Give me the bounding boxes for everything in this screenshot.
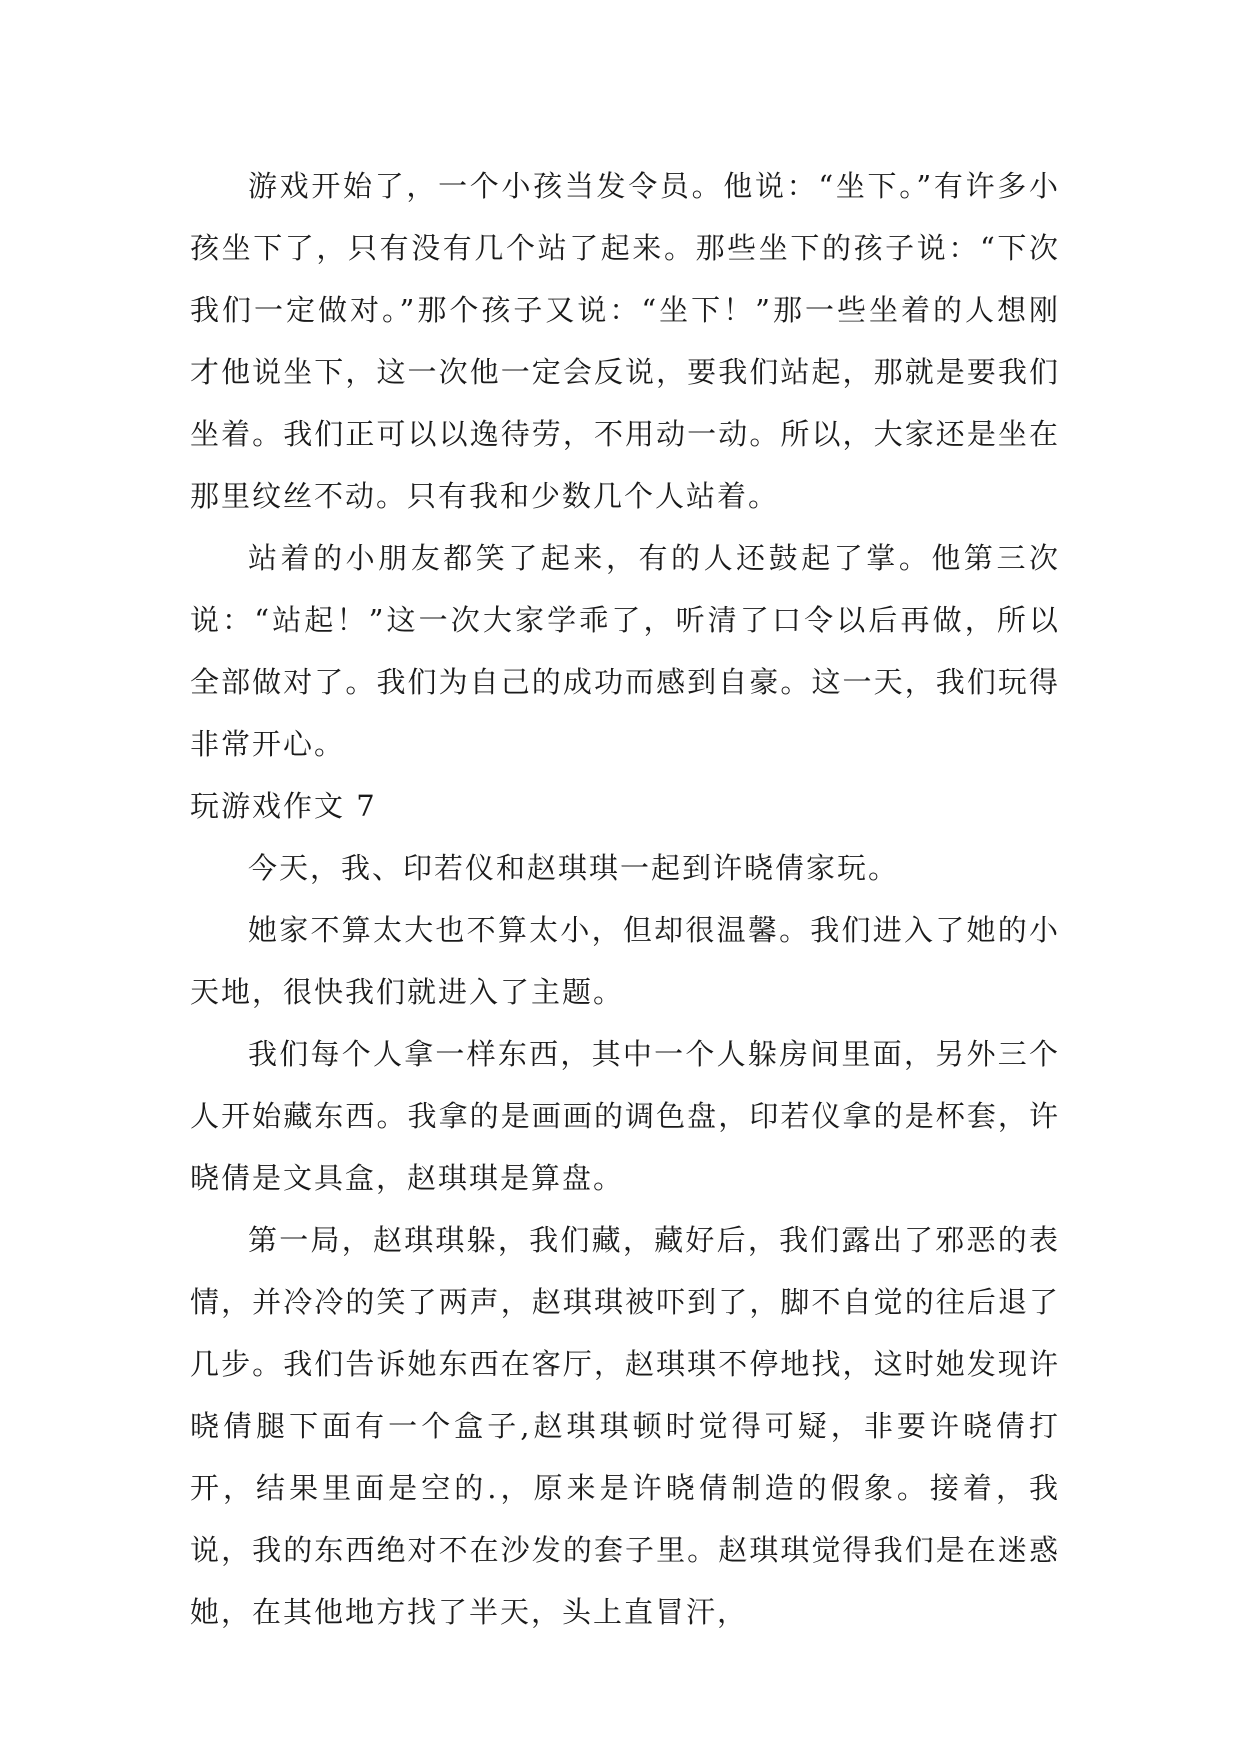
paragraph-game-end: 站着的小朋友都笑了起来，有的人还鼓起了掌。他第三次说：“站起！”这一次大家学乖了，听清了口令以后再做，所以全部做对了。我们为自己的成功而感到自豪。这一天，我们玩得非常开心。 xyxy=(190,541,1060,761)
paragraph-home: 她家不算太大也不算太小，但却很温馨。我们进入了她的小天地，很快我们就进入了主题。 xyxy=(190,913,1060,1009)
essay-heading: 玩游戏作文 7 xyxy=(190,789,377,823)
paragraph-rules: 我们每个人拿一样东西，其中一个人躲房间里面，另外三个人开始藏东西。我拿的是画画的调色盘，印若仪拿的是杯套，许晓倩是文具盒，赵琪琪是算盘。 xyxy=(190,1037,1060,1195)
document-body xyxy=(190,155,1060,1643)
paragraph-game-start: 游戏开始了，一个小孩当发令员。他说：“坐下。”有许多小孩坐下了，只有没有几个站了起来。那些坐下的孩子说：“下次我们一定做对。”那个孩子又说：“坐下！”那一些坐着的人想刚才他说坐下，这一次他一定会反说，要我们站起，那就是要我们坐着。我们正可以以逸待劳，不用动一动。所以，大家还是坐在那里纹丝不动。只有我和少数几个人站着。 xyxy=(190,169,1060,513)
paragraph-first-round: 第一局，赵琪琪躲，我们藏，藏好后，我们露出了邪恶的表情，并冷冷的笑了两声，赵琪琪被吓到了，脚不自觉的往后退了几步。我们告诉她东西在客厅，赵琪琪不停地找，这时她发现许晓倩腿下面有一个盒子,赵琪琪顿时觉得可疑，非要许晓倩打开，结果里面是空的.，原来是许晓倩制造的假象。接着，我说，我的东西绝对不在沙发的套子里。赵琪琪觉得我们是在迷惑她，在其他地方找了半天，头上直冒汗， xyxy=(190,1223,1060,1629)
paragraph-visit: 今天，我、印若仪和赵琪琪一起到许晓倩家玩。 xyxy=(248,851,900,885)
